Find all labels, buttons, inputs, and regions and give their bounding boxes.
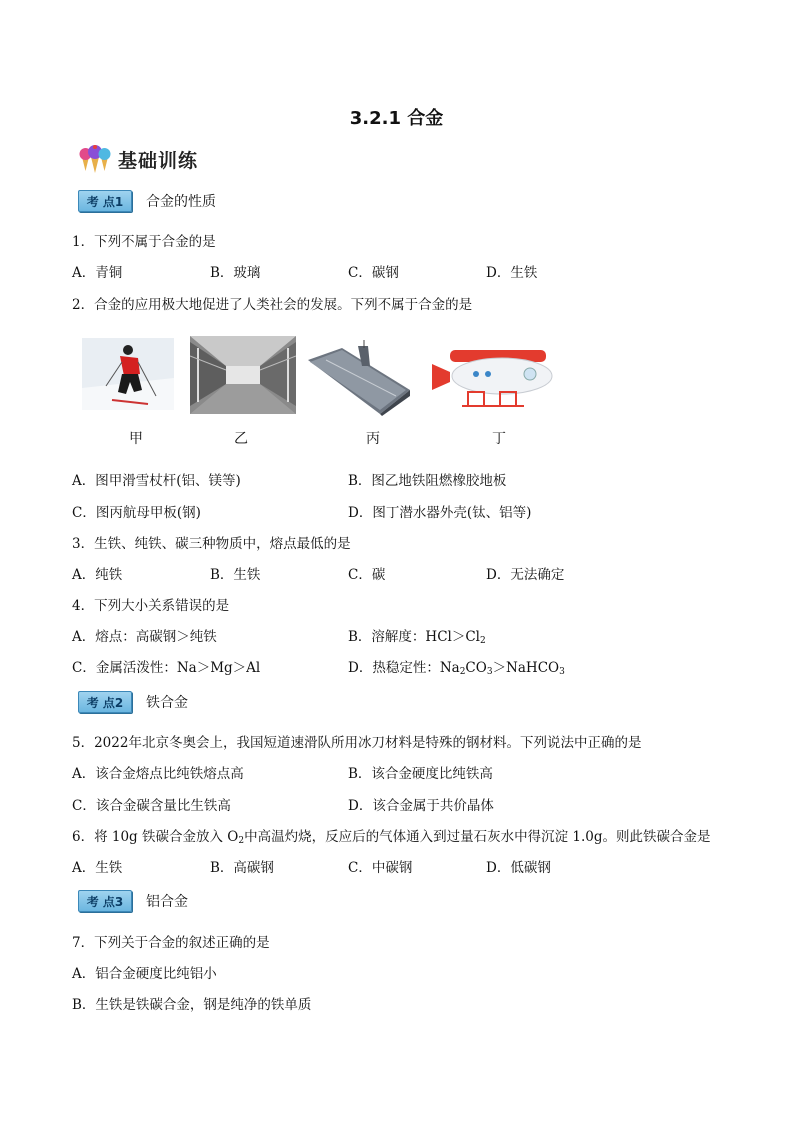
ice-cream-logo-icon bbox=[76, 143, 114, 175]
section-label: 铁合金 bbox=[146, 695, 188, 711]
q6-option-c: C．中碳钢 bbox=[348, 860, 413, 876]
subscript: 3 bbox=[559, 667, 565, 677]
q2-option-c: C．图丙航母甲板(钢) bbox=[72, 505, 201, 521]
q4-option-b-text: B．溶解度：HCl＞Cl bbox=[348, 629, 480, 645]
question-4-stem: 4．下列大小关系错误的是 bbox=[72, 598, 230, 614]
question-7-stem: 7．下列关于合金的叙述正确的是 bbox=[72, 935, 270, 951]
q6-option-b: B．高碳钢 bbox=[210, 860, 274, 876]
q1-option-d: D．生铁 bbox=[486, 265, 538, 281]
section-heading-2 bbox=[78, 691, 188, 713]
section-label: 合金的性质 bbox=[146, 194, 216, 210]
q6-option-a: A．生铁 bbox=[72, 860, 123, 876]
q5-option-b: B．该合金硬度比纯铁高 bbox=[348, 766, 493, 782]
q1-option-b: B．玻璃 bbox=[210, 265, 261, 281]
subway-interior-image bbox=[190, 336, 296, 414]
q5-option-d: D．该合金属于共价晶体 bbox=[348, 798, 494, 814]
q1-option-a: A．青铜 bbox=[72, 265, 123, 281]
q7-option-a: A．铝合金硬度比纯铝小 bbox=[72, 966, 217, 982]
q4-option-a: A．熔点：高碳钢＞纯铁 bbox=[72, 629, 217, 645]
subscript: 2 bbox=[238, 836, 245, 846]
q5-option-c: C．该合金碳含量比生铁高 bbox=[72, 798, 231, 814]
section-badge: 考 点1 bbox=[78, 190, 132, 212]
q2-option-a: A．图甲滑雪杖杆(铝、镁等) bbox=[72, 473, 241, 489]
q4-option-d-text: D．热稳定性：Na bbox=[348, 660, 460, 676]
q3-option-a: A．纯铁 bbox=[72, 567, 123, 583]
question-2-stem: 2．合金的应用极大地促进了人类社会的发展。下列不属于合金的是 bbox=[72, 297, 473, 313]
submersible-image bbox=[432, 346, 556, 412]
q2-option-b: B．图乙地铁阻燃橡胶地板 bbox=[348, 473, 507, 489]
q3-option-b: B．生铁 bbox=[210, 567, 261, 583]
section-heading-1 bbox=[78, 190, 216, 212]
q4-option-c: C．金属活泼性：Na＞Mg＞Al bbox=[72, 660, 261, 676]
aircraft-carrier-image bbox=[306, 340, 412, 416]
question-3-stem: 3．生铁、纯铁、碳三种物质中，熔点最低的是 bbox=[72, 536, 351, 552]
image-caption-yi: 乙 bbox=[234, 431, 248, 447]
subscript: 2 bbox=[459, 667, 466, 677]
q3-option-d: D．无法确定 bbox=[486, 567, 565, 583]
q4-option-d-text: ＞NaHCO bbox=[492, 660, 560, 676]
question-5-stem: 5．2022年北京冬奥会上，我国短道速滑队所用冰刀材料是特殊的钢材料。下列说法中正确的是 bbox=[72, 735, 642, 751]
section-badge: 考 点3 bbox=[78, 890, 132, 912]
question-6-stem bbox=[72, 825, 711, 846]
section-banner bbox=[76, 142, 198, 176]
q3-option-c: C．碳 bbox=[348, 567, 386, 583]
image-caption-ding: 丁 bbox=[492, 431, 506, 447]
subscript: 2 bbox=[480, 636, 486, 646]
q1-option-c: C．碳钢 bbox=[348, 265, 399, 281]
q6-option-d: D．低碳钢 bbox=[486, 860, 551, 876]
page-title: 3.2.1 合金 bbox=[349, 108, 444, 129]
image-caption-jia: 甲 bbox=[129, 431, 143, 447]
q7-option-b: B．生铁是铁碳合金，钢是纯净的铁单质 bbox=[72, 997, 312, 1013]
skier-image bbox=[82, 338, 174, 410]
q4-option-d bbox=[348, 656, 565, 677]
section-label: 铝合金 bbox=[146, 894, 188, 910]
banner-label: 基础训练 bbox=[118, 149, 199, 172]
q2-option-d: D．图丁潜水器外壳(钛、铝等) bbox=[348, 505, 532, 521]
image-caption-bing: 丙 bbox=[366, 431, 380, 447]
section-heading-3 bbox=[78, 890, 188, 912]
q5-option-a: A．该合金熔点比纯铁熔点高 bbox=[72, 766, 244, 782]
subscript: 3 bbox=[486, 667, 493, 677]
q4-option-d-text: CO bbox=[465, 660, 487, 676]
q6-stem-text: 中高温灼烧，反应后的气体通入到过量石灰水中得沉淀 1.0g。则此铁碳合金是 bbox=[244, 829, 711, 845]
q6-stem-text: 6．将 10g 铁碳合金放入 O bbox=[72, 829, 239, 845]
q4-option-b bbox=[348, 625, 486, 646]
question-1-stem: 1．下列不属于合金的是 bbox=[72, 234, 216, 250]
section-badge: 考 点2 bbox=[78, 691, 132, 713]
